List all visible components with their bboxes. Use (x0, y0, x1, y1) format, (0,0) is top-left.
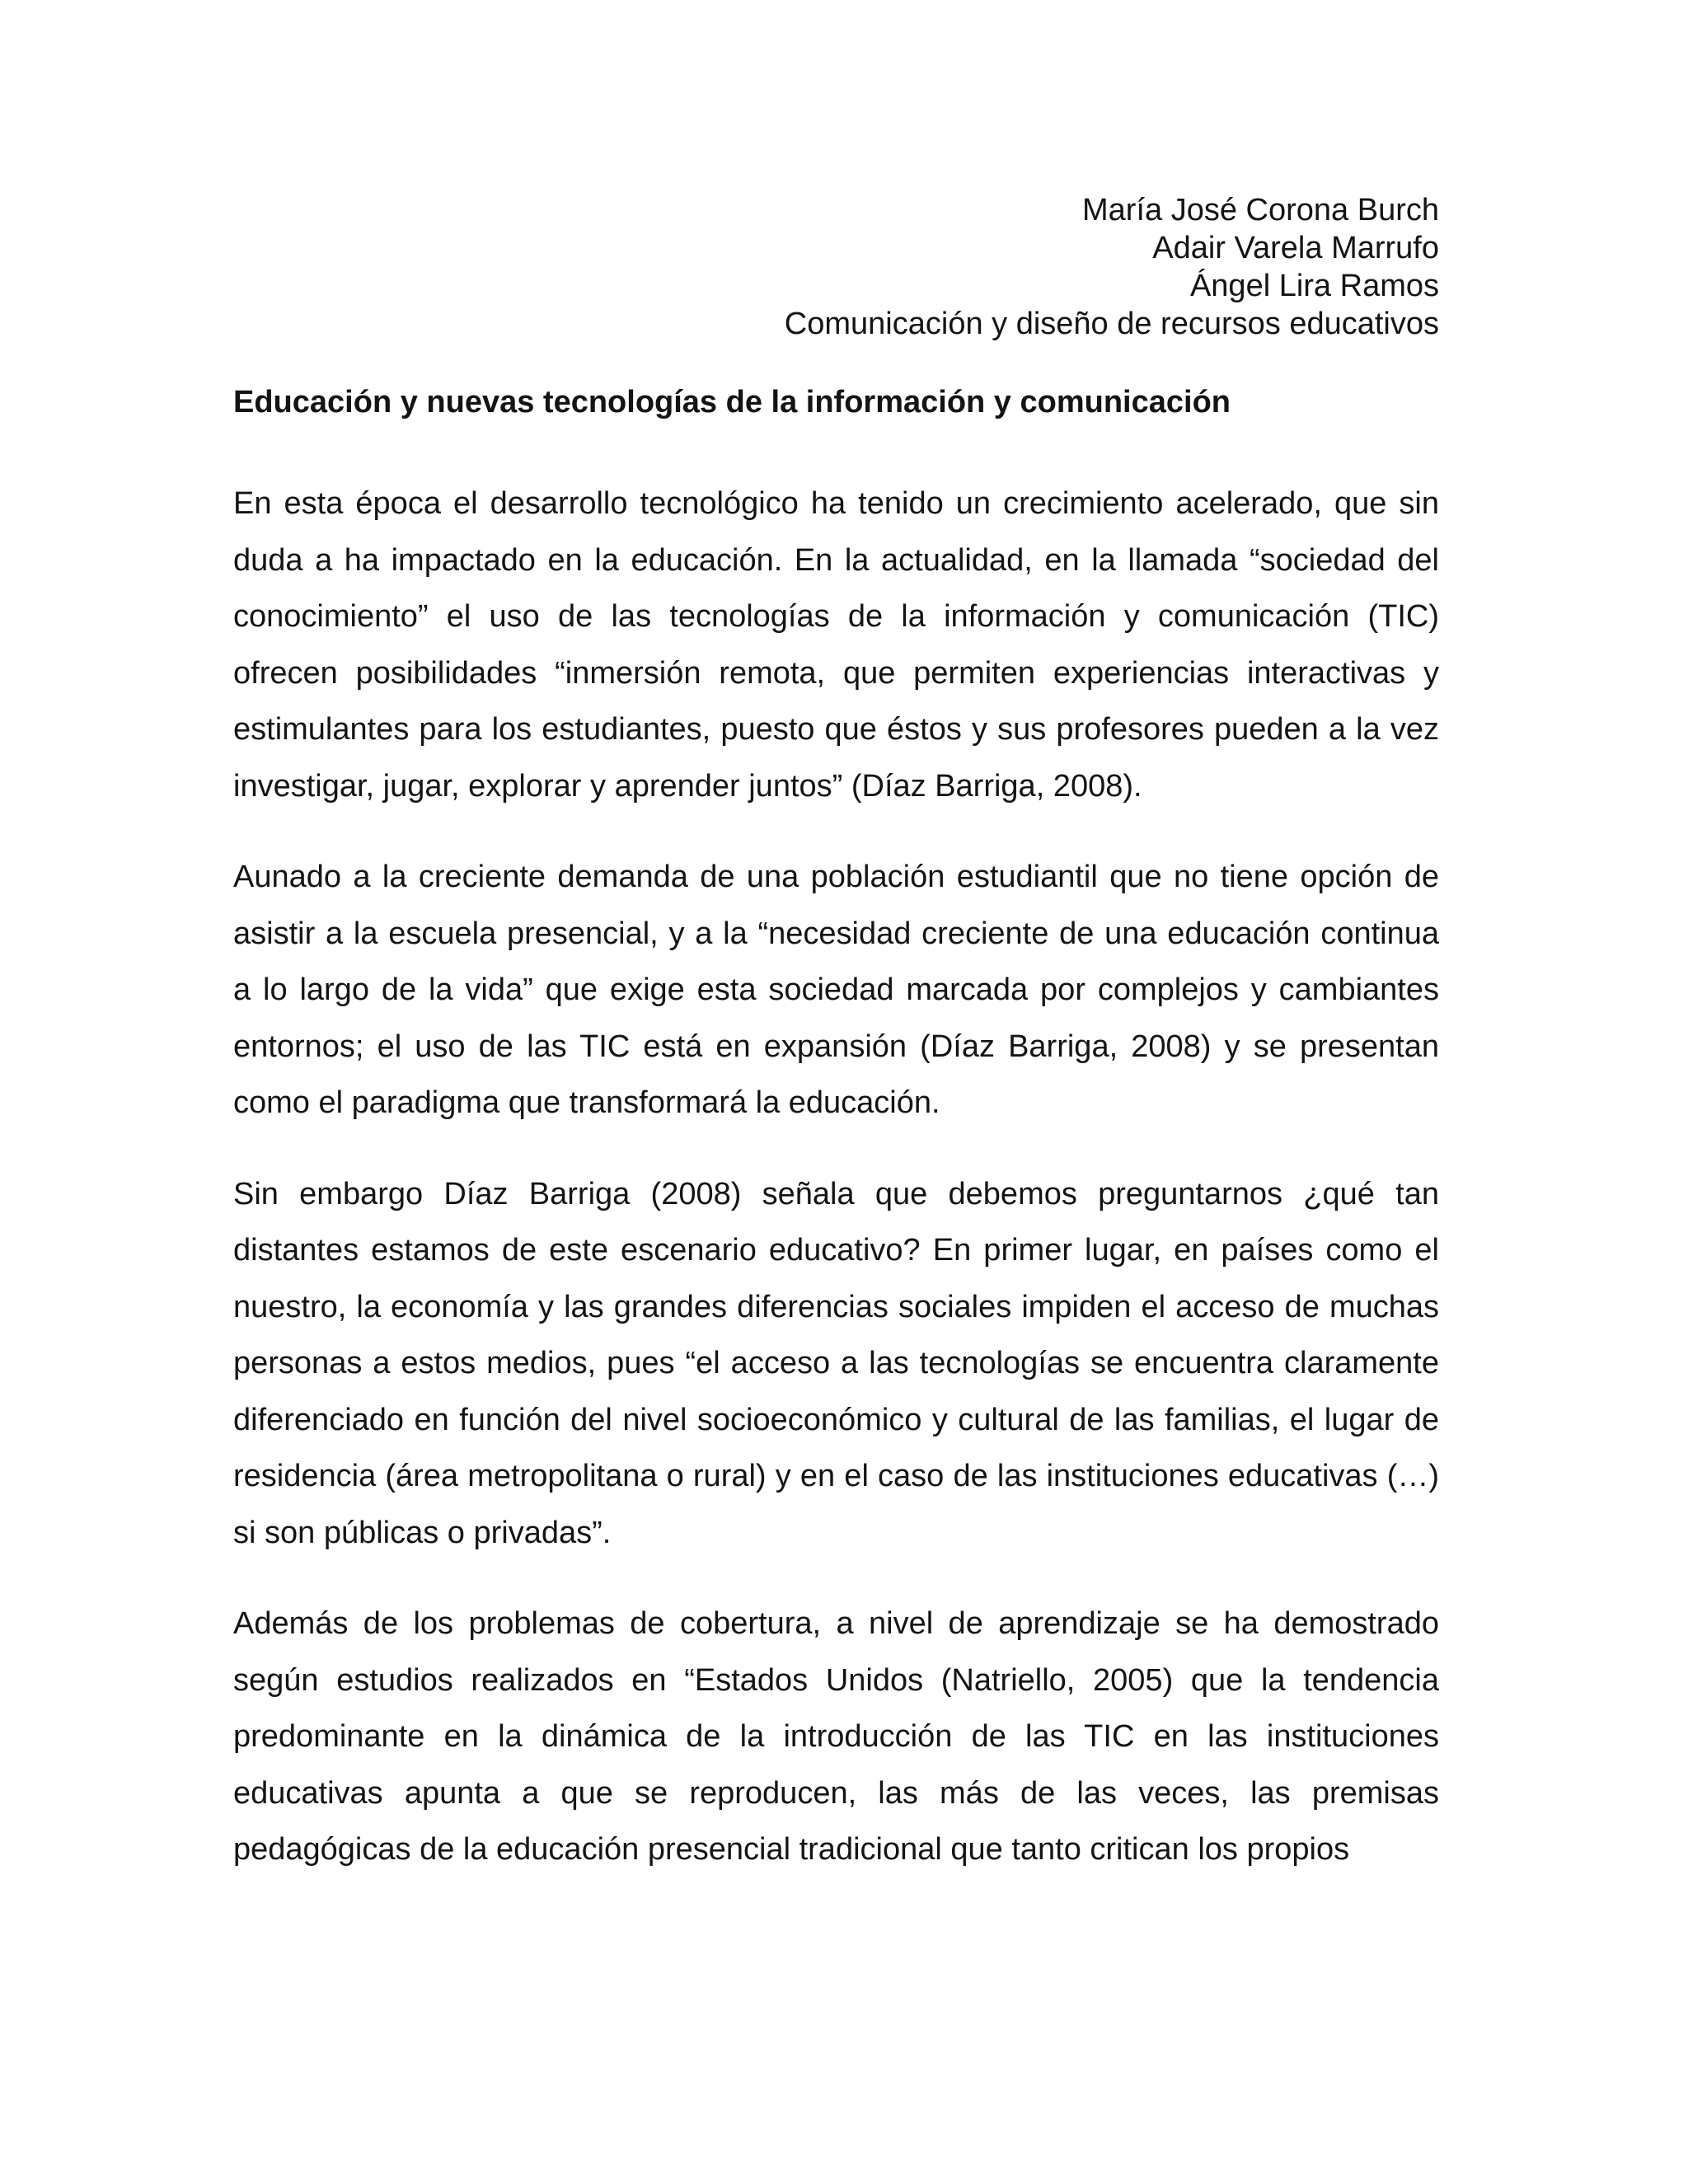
document-title: Educación y nuevas tecnologías de la información y comunicación (233, 385, 1231, 419)
author-name: Adair Varela Marrufo (1152, 231, 1439, 265)
author-name: Ángel Lira Ramos (1189, 269, 1439, 303)
author-name: María José Corona Burch (1082, 193, 1439, 227)
body-paragraph: Además de los problemas de cobertura, a nivel de aprendizaje se ha demostrado según estudios realizados en “Estados Unidos (Natriello, 2005) que la tendencia predominante en la dinámica de la introducción de las TIC en las instituciones educativas apunta a que se reproducen, las más de las veces, las premisas pedagógicas de la educación presencial tradicional que tanto critican los propios (233, 1606, 1439, 1867)
body-paragraph: Sin embargo Díaz Barriga (2008) señala que debemos preguntarnos ¿qué tan distantes estamos de este escenario educativo? En primer lugar, en países como el nuestro, la economía y las grandes diferencias sociales impiden el acceso de muchas personas a estos medios, pues “el acceso a las tecnologías se encuentra claramente diferenciado en función del nivel socioeconómico y cultural de las familias, el lugar de residencia (área metropolitana o rural) y en el caso de las instituciones educativas (…) si son públicas o privadas”. (233, 1176, 1439, 1550)
body-paragraph: En esta época el desarrollo tecnológico ha tenido un crecimiento acelerado, que sin duda a ha impactado en la educación. En la actualidad, en la llamada “sociedad del conocimiento” el uso de las tecnologías de la información y comunicación (TIC) ofrecen posibilidades “inmersión remota, que permiten experiencias interactivas y estimulantes para los estudiantes, puesto que éstos y sus profesores pueden a la vez investigar, jugar, explorar y aprender juntos” (Díaz Barriga, 2008). (233, 486, 1439, 804)
document-body (233, 476, 1439, 1878)
body-paragraph: Aunado a la creciente demanda de una población estudiantil que no tiene opción de asistir a la escuela presencial, y a la “necesidad creciente de una educación continua a lo largo de la vida” que exige esta sociedad marcada por complejos y cambiantes entornos; el uso de las TIC está en expansión (Díaz Barriga, 2008) y se presentan como el paradigma que transformará la educación. (233, 860, 1439, 1120)
author-block (233, 191, 1439, 343)
course-name: Comunicación y diseño de recursos educativos (784, 307, 1439, 341)
